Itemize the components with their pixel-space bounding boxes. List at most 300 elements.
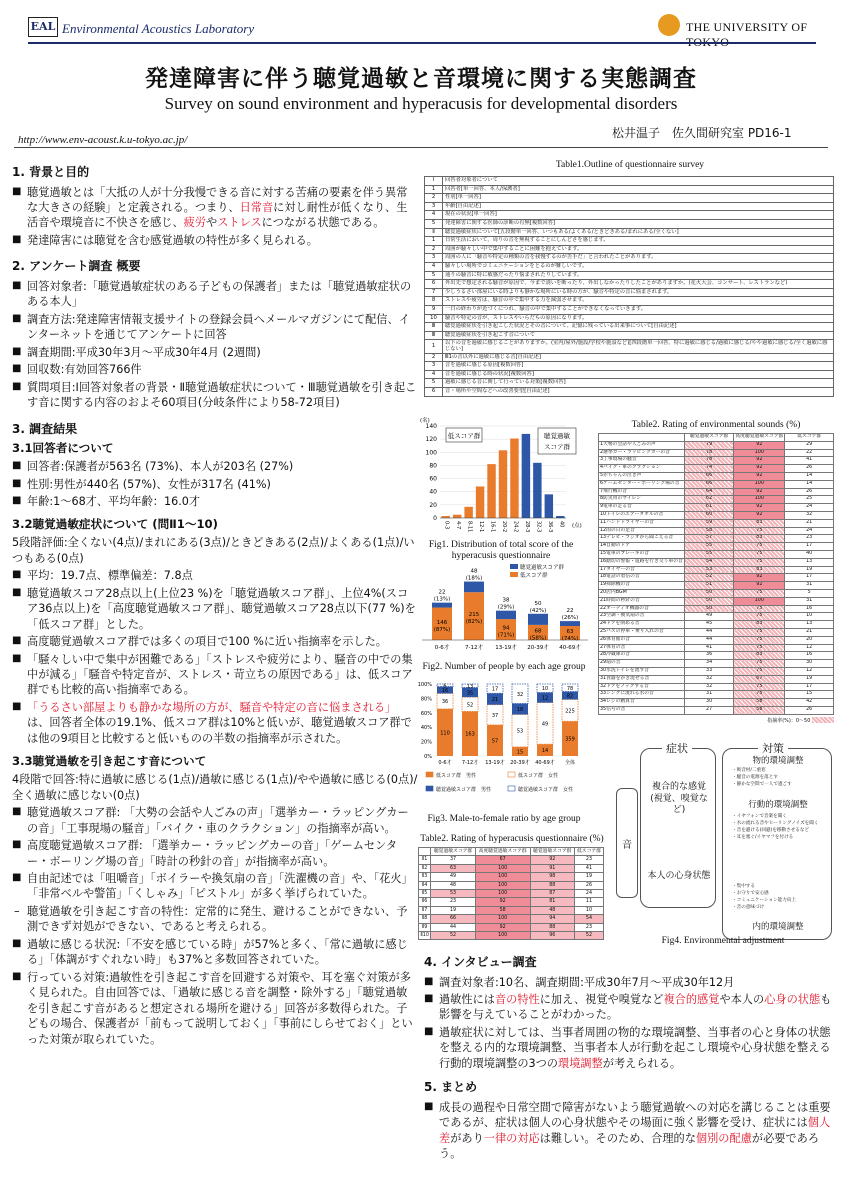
- item-id: Ⅱ8: [419, 915, 431, 923]
- rating-cell: 75: [734, 558, 785, 566]
- x-tick-label: 12-15: [478, 521, 485, 532]
- rating-cell: 75: [734, 628, 785, 636]
- rating-cell: 78: [684, 457, 733, 465]
- x-tick-label: 13-19才: [485, 760, 505, 766]
- sound-name: 27体育の音: [599, 644, 685, 652]
- header-blank: [419, 848, 431, 856]
- rating-cell: 5: [785, 589, 834, 597]
- rating-cell: 79: [684, 441, 733, 449]
- table2a-caption: Table2. Rating of environmental sounds (%): [631, 420, 801, 430]
- rating-cell: 26: [574, 881, 603, 889]
- survey-bullet: ■ 回収数:有効回答766件: [12, 362, 418, 377]
- row-text: 少しうるさい部屋にいる時よりも静かな場所にいる時の方が、騒音や特定の音に悩まされます。: [443, 288, 834, 297]
- highlight: 音の特性: [494, 993, 540, 1006]
- hyp-data-label: 50: [534, 600, 542, 607]
- sound-name: 18電話の着信の音: [599, 574, 685, 582]
- respondent-bullet: ■ 年齢:1〜68才、平均年齢：16.0才: [12, 494, 418, 509]
- sound-characteristics: – 聴覚過敏を引き起こす音の特性：定常的に発生、避けることができない、予測できず対処ができない、であると考えられる。: [12, 904, 418, 935]
- sound-bullet: ■ 自由記述では「咀嚼音」「ボイラーや換気扇の音」「洗濯機の音」や、「花火」「非常ベルや警笛」「くしゃみ」「ピストル」が多く挙げられていた。: [12, 871, 418, 902]
- sound-name: 25バスの停車・乗り入れの音: [599, 628, 685, 636]
- text: が考えられる。: [602, 1056, 682, 1070]
- sound-name: 33シンクに流れる水の音: [599, 691, 685, 699]
- table2a-container: [598, 420, 834, 724]
- sound-name: 32ドアをノックする音: [599, 683, 685, 691]
- sound-name: 30水洗トイレを流す音: [599, 667, 685, 675]
- interview-section: [424, 950, 834, 1164]
- background-bullet-2: ■ 発達障害には聴覚を含む感覚過敏の特性が多く見られる。: [12, 233, 418, 248]
- segment-label: 17: [491, 686, 499, 693]
- rating-cell: 88: [530, 881, 574, 889]
- x-tick-label: 4-7: [455, 521, 462, 530]
- segment-label: 16: [441, 688, 449, 694]
- rating-scale-text: 4段階で回答:特に過敏に感じる(1点)/過敏に感じる(1点)/やや過敏に感じる(0点)/全く過敏に感じない(0点): [12, 773, 418, 802]
- table2a-legend: [598, 717, 834, 724]
- table2b-row: [419, 873, 604, 881]
- table2b-row: [419, 923, 604, 931]
- rating-cell: 100: [475, 915, 530, 923]
- symptom-bullet: [12, 700, 418, 746]
- rating-cell: 92: [475, 898, 530, 906]
- row-text: 聴覚過敏症状を引き起こした状況とその音について、記憶に残っている出来事について[自由記述]: [443, 323, 834, 332]
- row-number: 9: [425, 305, 443, 314]
- symptom-bullet: ■ 聴覚過敏スコア28点以上(上位23 %)を「聴覚過敏スコア群」、上位4%(スコア36点以上)を「高度聴覚過敏スコア群」、聴覚過敏スコア28点以下(77 %)を「低スコア群」とした。: [12, 586, 418, 632]
- row-number: 4: [425, 370, 443, 379]
- sound-name: 28冷蔵庫の音: [599, 652, 685, 660]
- symptom-bullet: ■ 高度聴覚過敏スコア群では多くの項目で100 %に近い指摘率を示した。: [12, 634, 418, 649]
- legend-low-label: 低スコア群: [520, 573, 548, 579]
- table2a-row: [599, 511, 834, 519]
- highlight: 複合的感覚: [663, 993, 720, 1006]
- x-tick-label: 16-19: [489, 521, 496, 532]
- physical-adjustment-list: [732, 768, 830, 789]
- rating-cell: 49: [431, 873, 475, 881]
- segment-label: 49: [541, 721, 549, 728]
- low-data-pct: (71%): [497, 632, 515, 639]
- table2a-row: [599, 496, 834, 504]
- item-id: Ⅱ1: [419, 856, 431, 864]
- y-tick-label: 0: [433, 515, 437, 522]
- rating-cell: 100: [734, 449, 785, 457]
- rating-cell: 50: [684, 589, 733, 597]
- sound-name: 35信号の音: [599, 706, 685, 714]
- rating-cell: 40: [785, 550, 834, 558]
- rating-cell: 75: [734, 660, 785, 668]
- rating-cell: 67: [475, 856, 530, 864]
- rating-cell: 83: [734, 621, 785, 629]
- survey-bullet: ■ 調査方法:発達障害情報支援サイトの登録会員へメールマガジンにて配信、インターネットを通じてアンケートに回答: [12, 312, 418, 343]
- rating-cell: 23: [574, 923, 603, 931]
- rating-cell: 92: [734, 582, 785, 590]
- table1-row: [425, 288, 834, 297]
- rating-cell: 100: [475, 873, 530, 881]
- x-tick-label: 32-35: [535, 521, 542, 532]
- highlight: 一律の対応: [483, 1131, 540, 1145]
- legend-low-score: 低スコア群: [447, 432, 481, 440]
- fig1-caption-line1: Fig1. Distribution of total score of the: [428, 540, 574, 550]
- rating-cell: 55: [684, 543, 733, 551]
- score-bar: [522, 434, 530, 518]
- sound-name: 5赤ちゃんの泣き声: [599, 472, 685, 480]
- table1-row: [425, 194, 834, 203]
- rating-cell: 14: [785, 480, 834, 488]
- table1-row: [425, 219, 834, 228]
- sound-name: 34レジの精算音: [599, 699, 685, 707]
- sound-name: 13テレビ・ラジオから聞こえる音: [599, 535, 685, 543]
- item-id: Ⅱ3: [419, 873, 431, 881]
- rating-cell: 75: [734, 589, 785, 597]
- legend-hyp-line1: 聴覚過敏: [544, 432, 570, 440]
- rating-cell: 100: [475, 881, 530, 889]
- rating-cell: 14: [785, 472, 834, 480]
- row-text: 性別[単一回答]: [443, 194, 834, 203]
- lab-url: http://www.env-acoust.k.u-tokyo.ac.jp/: [18, 134, 188, 146]
- fig2-chart: [418, 562, 590, 658]
- survey-bullet: ■ 調査期間:平成30年3月〜平成30年4月 (2週間): [12, 345, 418, 360]
- highlight: 日常音: [239, 201, 274, 214]
- segment-label: 13: [466, 683, 474, 690]
- rating-cell: 75: [734, 667, 785, 675]
- row-text: 音を過敏に感じる原因[複数回答]: [443, 362, 834, 371]
- table1-row: [425, 177, 834, 186]
- row-text: 一日の終わりが近づくにつれ、騒音の中で集中することができなくなっていきます。: [443, 305, 834, 314]
- highlight: 心身の状態: [764, 993, 821, 1006]
- text: 聴覚過敏とは「大抵の人が十分我慢できる音に対する苦痛の要素を伴う異常な大きさの経験」と定義される。つまり、: [27, 185, 408, 214]
- fig3-chart: [416, 676, 592, 810]
- score-bar: [487, 464, 495, 518]
- item-id: Ⅱ2: [419, 864, 431, 872]
- table1-row: [425, 388, 834, 397]
- row-number: 2: [425, 245, 443, 254]
- table1-row: [425, 254, 834, 263]
- rating-cell: 48: [530, 906, 574, 914]
- row-text: 以下の音を過敏に感じることがありますか。(室内/屋外/施設/学校や施設など)[四段階単一回答、特に過敏に感じる/過敏に感じる/やや過敏に感じる/全く過敏に感じない]: [443, 340, 834, 353]
- respondent-bullet: ■ 性別:男性が440名 (57%)、女性が317名 (41%): [12, 477, 418, 492]
- rating-cell: 83: [734, 535, 785, 543]
- legend-label: 指摘率(%)：: [767, 717, 796, 724]
- poster-title-en: Survey on sound environment and hyperacusis for developmental disorders: [164, 94, 678, 113]
- rating-cell: 41: [574, 864, 603, 872]
- row-text: 音・場所や空間などへの改善要望[自由記述]: [443, 388, 834, 397]
- rating-cell: 44: [684, 628, 733, 636]
- rating-cell: 21: [785, 519, 834, 527]
- table2a-row: [599, 543, 834, 551]
- text: も影響を与えていることがわかった。: [439, 993, 832, 1022]
- hyp-score-bar: [560, 621, 580, 626]
- text: 過敏性には: [439, 993, 495, 1006]
- fig3-container: [416, 676, 592, 826]
- rating-cell: 48: [431, 881, 475, 889]
- section-3-3-title: 3.3聴覚過敏を引き起こす音について: [12, 754, 207, 769]
- x-tick-label: 40: [558, 521, 565, 528]
- rating-cell: 24: [785, 527, 834, 535]
- table2a-row: [599, 589, 834, 597]
- adjustment-item: ・騒音の電源を落とす: [732, 774, 778, 780]
- interview-bullet-3: [424, 1025, 834, 1071]
- rating-cell: 45: [684, 621, 733, 629]
- hyp-data-pct: (26%): [561, 615, 579, 622]
- sound-name: 17タイヤーの音: [599, 566, 685, 574]
- row-text: 周囲の人に「騒音や特定の種類の音を我慢するのが苦手だ」と言われたことがあります。: [443, 254, 834, 263]
- sound-name: 16踏切の警報・道路を行き交う車の音: [599, 558, 685, 566]
- table2a-row: [599, 683, 834, 691]
- rating-cell: 66: [684, 472, 733, 480]
- rating-cell: 60: [684, 511, 733, 519]
- hyp-data-pct: (13%): [433, 596, 451, 603]
- rating-cell: 26: [785, 465, 834, 473]
- rating-cell: 10: [574, 906, 603, 914]
- row-text: 騒々しい場所でコミュニケーションをとるのが難しいです。: [443, 262, 834, 271]
- rating-cell: 100: [734, 597, 785, 605]
- rating-cell: 26: [785, 488, 834, 496]
- table2a-row: [599, 706, 834, 714]
- interview-bullet-1: ■ 調査対象者:10名、調査期間:平成30年7月〜平成30年12月: [424, 975, 834, 990]
- x-tick-label: 28-31: [523, 521, 530, 532]
- table1-row: [425, 280, 834, 289]
- interview-bullet-2: [424, 992, 834, 1023]
- hyp-data-label: 22: [566, 608, 574, 615]
- rating-cell: 100: [475, 864, 530, 872]
- rating-cell: 100: [475, 890, 530, 898]
- table2a-row: [599, 675, 834, 683]
- rating-cell: 62: [684, 496, 733, 504]
- outline-table: [424, 176, 834, 397]
- row-number: 3: [425, 254, 443, 263]
- y-tick-label: 80%: [420, 696, 432, 703]
- x-tick-label: 7-12才: [461, 760, 479, 766]
- low-data-label: 94: [502, 625, 510, 632]
- sound-name: 15電車のブレーキの音: [599, 550, 685, 558]
- x-tick-label: 全体: [564, 760, 576, 766]
- rating-cell: 52: [684, 574, 733, 582]
- text: があり: [450, 1131, 484, 1145]
- adjustment-item: ・音の意味づけ: [732, 904, 765, 910]
- item-id: Ⅱ5: [419, 890, 431, 898]
- rating-cell: 32: [785, 511, 834, 519]
- complex-l2: (視覚、嗅覚など): [650, 793, 708, 816]
- row-number: 2: [425, 353, 443, 362]
- rating-cell: 24: [785, 504, 834, 512]
- rating-cell: 17: [785, 543, 834, 551]
- rating-cell: 20: [785, 636, 834, 644]
- rating-cell: 10: [785, 613, 834, 621]
- rating-cell: 58: [734, 706, 785, 714]
- fig1-caption: [418, 540, 584, 562]
- score-bar: [533, 463, 541, 518]
- table2a-header-row: [599, 434, 834, 442]
- row-text: 過敏に感じる音に関して行っている対策[複数回答]: [443, 379, 834, 388]
- row-text: 日常生活において、周りの音を無視することにしんどさを感じます。: [443, 237, 834, 246]
- hyp-data-pct: (18%): [465, 575, 483, 582]
- legend-hyp-swatch: [510, 564, 518, 569]
- legend-hyp-line2: スコア群: [544, 443, 570, 451]
- behavioral-adjustment-list: [732, 814, 830, 842]
- survey-bullet: ■ 回答対象者:「聴覚過敏症状のある子どもの保護者」または「聴覚過敏症状のある本人」: [12, 279, 418, 310]
- table2a-row: [599, 504, 834, 512]
- column-header: 高度聴覚過敏スコア群: [475, 848, 530, 856]
- rating-cell: 92: [734, 457, 785, 465]
- table2a-row: [599, 582, 834, 590]
- row-number: 2: [425, 194, 443, 203]
- score-bar: [545, 494, 553, 518]
- sound-name: 4バイク・車のクラクション: [599, 465, 685, 473]
- university-name: THE UNIVERSITY OF: [686, 20, 808, 34]
- segment-label: 15: [516, 749, 524, 756]
- fig1-container: [418, 414, 584, 564]
- sound-name: 2選挙カー・ラッピングカーの音: [599, 449, 685, 457]
- section-3-1-title: 3.1回答者について: [12, 441, 114, 456]
- low-data-label: 146: [436, 619, 448, 626]
- segment-label: 57: [491, 738, 499, 745]
- left-column: [12, 160, 418, 1049]
- highlight: ストレス: [217, 216, 262, 230]
- row-number: 7: [425, 288, 443, 297]
- table1-row: [425, 353, 834, 362]
- rating-cell: 100: [475, 932, 530, 940]
- rating-cell: 21: [785, 628, 834, 636]
- text: に加え、視覚や嗅覚など: [539, 993, 664, 1006]
- y-tick-label: 40%: [420, 725, 432, 732]
- segment-label: 21: [491, 697, 499, 703]
- rating-cell: 92: [530, 856, 574, 864]
- table2a-row: [599, 691, 834, 699]
- table1-row: [425, 228, 834, 237]
- university-logo-icon: [658, 14, 680, 36]
- rating-cell: 15: [785, 691, 834, 699]
- sound-name: 20店内BGM: [599, 589, 685, 597]
- sound-name: 6ゲームセンター・ボーリング場の音: [599, 480, 685, 488]
- rating-scale-text: 5段階評価:全くない(4点)/まれにある(3点)/ときどきある(2点)/よくある(1点)/いつもある(0点): [12, 536, 415, 565]
- table2b-row: [419, 881, 604, 889]
- segment-label: 110: [440, 730, 450, 737]
- inner-adjustment-title: 内的環境調整: [752, 922, 804, 932]
- x-tick-label: 20-39才: [527, 645, 549, 651]
- section-3-title: 3. 調査結果: [12, 421, 78, 436]
- segment-label: 163: [465, 731, 475, 738]
- y-tick-label: 20%: [420, 739, 432, 746]
- low-data-label: 68: [534, 628, 542, 635]
- table2a-row: [599, 558, 834, 566]
- table2a-row: [599, 660, 834, 668]
- adjustment-item: ・お守りで安心感: [732, 890, 769, 896]
- text: 成長の過程や日常空間で障害がないよう聴覚過敏への対応を講じることは重要であるが、症状は個人の心身状態やその場面に強く影響を受け、症状には: [439, 1100, 831, 1130]
- rating-cell: 13: [785, 558, 834, 566]
- highlight: 環境調整: [558, 1056, 603, 1070]
- row-text: 音を過敏に感じる時の状況[複数回答]: [443, 370, 834, 379]
- rating-cell: 64: [684, 488, 733, 496]
- rating-cell: 23: [431, 898, 475, 906]
- rating-cell: 83: [734, 566, 785, 574]
- rating-cell: 25: [785, 496, 834, 504]
- highlight: 個別の配慮: [695, 1131, 752, 1145]
- sound-name: 10トイレのエアータオルの音: [599, 511, 685, 519]
- rating-cell: 63: [431, 864, 475, 872]
- x-tick-label: 7-12才: [465, 645, 483, 651]
- environmental-sounds-table: [598, 433, 834, 715]
- poster-header: [0, 0, 842, 52]
- rating-cell: 75: [734, 644, 785, 652]
- rating-cell: 19: [785, 566, 834, 574]
- rating-cell: 49: [684, 613, 733, 621]
- hyp-data-label: 38: [502, 597, 510, 604]
- low-data-pct: (58%): [529, 635, 547, 642]
- fig2-container: [418, 562, 590, 672]
- hyp-data-label: 22: [438, 589, 446, 596]
- sound-name: 21時間の秒針の音: [599, 597, 685, 605]
- header-blank: [599, 434, 685, 442]
- sound-name: 26体育館の音: [599, 636, 685, 644]
- table2b-container: [418, 834, 606, 940]
- text: に対し耐性が低くなり、生活音や環境音に不快さを感じ、: [27, 201, 408, 230]
- text: が必要であろう。: [439, 1131, 820, 1161]
- rating-cell: 34: [684, 660, 733, 668]
- rating-cell: 37: [431, 856, 475, 864]
- rating-cell: 81: [530, 898, 574, 906]
- row-text: 聴覚過敏症状について[五段階単一回答、いつもある/よくある/ときどきある/まれにある/全くない]: [443, 228, 834, 237]
- row-text: ストレスや疲労は、騒音の中で集中する力を減弱させます。: [443, 297, 834, 306]
- hyperacusis-table: [418, 847, 604, 940]
- table2a-row: [599, 652, 834, 660]
- section-3-2-title: 3.2聴覚過敏症状について (問Ⅱ1〜10): [12, 517, 218, 532]
- rating-cell: 75: [734, 683, 785, 691]
- rating-cell: 57: [684, 535, 733, 543]
- rating-cell: 94: [530, 915, 574, 923]
- column-header: 聴覚過敏スコア群: [530, 848, 574, 856]
- complex-senses: [646, 782, 712, 817]
- table2b-row: [419, 906, 604, 914]
- table1-row: [425, 271, 834, 280]
- segment-label: 78: [566, 685, 574, 692]
- highlight: 「うるさい部屋よりも静かな場所の方が、騒音や特定の音に悩まされる」: [27, 700, 397, 714]
- rating-cell: 51: [684, 582, 733, 590]
- adjustment-item: ・耳を塞ぐ/イヤマフを付ける: [732, 834, 794, 840]
- rating-cell: 59: [684, 519, 733, 527]
- row-number: Ⅰ: [425, 177, 443, 186]
- x-tick-label: 0-6才: [434, 645, 450, 651]
- legend-swatch: [812, 717, 834, 723]
- hyp-score-bar: [432, 603, 452, 608]
- rating-cell: 23: [574, 856, 603, 864]
- complex-l1: 複合的な感覚: [651, 782, 706, 792]
- x-tick-label: 40-69才: [535, 760, 555, 766]
- legend-label: 低スコア群 女性: [518, 773, 559, 779]
- rating-cell: 66: [431, 915, 475, 923]
- table1-row: [425, 297, 834, 306]
- column-header: 高度聴覚過敏スコア群: [734, 434, 785, 442]
- text: は難しい。そのため、合理的な: [539, 1131, 696, 1145]
- legend-label: 聴覚過敏スコア群 男性: [436, 787, 492, 793]
- table2a-row: [599, 636, 834, 644]
- row-text: Ⅲ1の音以外に過敏に感じる音[自由記述]: [443, 353, 834, 362]
- row-number: 4: [425, 211, 443, 220]
- x-tick-label: 40-69才: [559, 645, 581, 651]
- rating-cell: 41: [785, 457, 834, 465]
- rating-cell: 75: [734, 613, 785, 621]
- table2a-row: [599, 480, 834, 488]
- rating-cell: 31: [785, 597, 834, 605]
- table2a-row: [599, 605, 834, 613]
- table1-container: [424, 160, 836, 397]
- rating-cell: 29: [785, 441, 834, 449]
- low-data-label: 215: [468, 612, 480, 619]
- y-tick-label: 140: [425, 423, 437, 430]
- rating-cell: 67: [734, 675, 785, 683]
- legend-swatch: [508, 786, 515, 791]
- table1-row: [425, 362, 834, 371]
- table1-row: [425, 314, 834, 323]
- y-tick-label: 0%: [424, 754, 432, 760]
- rating-cell: 91: [530, 864, 574, 872]
- hyp-data-label: 48: [470, 568, 478, 575]
